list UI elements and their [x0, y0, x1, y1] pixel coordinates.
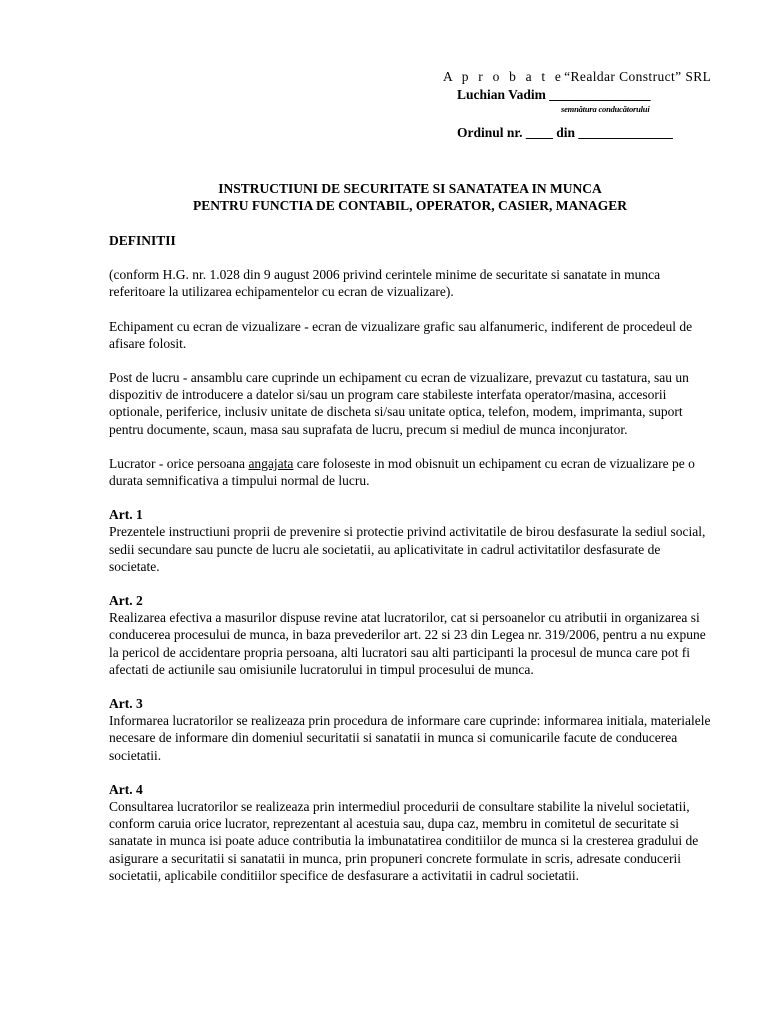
definitions-intro: (conform H.G. nr. 1.028 din 9 august 2006 privind cerintele minime de securitate si sanatate in munca referitoare la utilizarea echipamentelor cu ecran de vizualizare).	[109, 267, 661, 300]
worker-text-end: care foloseste in mod obisnuit un echipament cu ecran de vizualizare pe o durata semnificativa a timpului normal de lucru.	[109, 455, 695, 489]
document-title	[100, 180, 720, 214]
article-text: Prezentele instructiuni proprii de prevenire si protectie privind activitatile de birou desfasurate la sediul social, sedii secundare sau puncte de lucru ale societatii, au aplicativitate in cadrul activitatilor desfasurate de societate.	[109, 524, 706, 574]
article-text: Informarea lucratorilor se realizeaza prin procedura de informare care cuprinde: informarea initiala, materialele necesare de informare din domeniul securitatii si sanatatii in munca si comunicarile facute de conducerea societatii.	[109, 713, 711, 763]
document-body	[109, 232, 714, 901]
signature-caption: semnătura conducătorului	[561, 104, 650, 114]
title-line-1: INSTRUCTIUNI DE SECURITATE SI SANATATEA IN MUNCA	[218, 181, 602, 196]
approval-company-line	[443, 68, 743, 86]
definition-equipment: Echipament cu ecran de vizualizare - ecran de vizualizare grafic sau alfanumeric, indiferent de procedeul de afisare folosit.	[109, 318, 693, 351]
article-text: Consultarea lucratorilor se realizeaza prin intermediul procedurii de consultare stabilite la nivelul societatii, conform caruia orice lucrator, reprezentant al acestuia sau, dupa caz, membru in comitetul de securitate si sanatate in munca isi poate aduce contributia la imbunatatirea conditiilor de munca si la cresterea gradului de asigurare a securitatii si sanatatii in munca, prin propuneri concrete formulate in scris, adresate conducerii societatii, aplicabile conditiilor specifice de desfasurare a activitatii in cadrul societatii.	[109, 799, 699, 883]
approver-line: Luchian Vadim _______________	[457, 87, 651, 102]
article-title: Art. 1	[109, 507, 143, 523]
definitions-heading: DEFINITII	[109, 233, 176, 248]
definition-worker	[109, 455, 714, 489]
article-3	[109, 695, 714, 764]
definition-workstation: Post de lucru - ansamblu care cuprinde un echipament cu ecran de vizualizare, prevazut cu tastatura, sau un dispozitiv de introducere a datelor si/sau un program care stabileste interfata operator/masina, accesorii optionale, periferice, inclusiv unitate de discheta si/sau unitate optica, telefon, modem, imprimanta, suport pentru documente, scaun, masa sau suprafata de lucru, precum si mediul de munca inconjurator.	[109, 370, 689, 437]
order-line: Ordinul nr. ____ din ______________	[457, 125, 673, 140]
approval-block	[443, 68, 743, 142]
aprobate-label: A p r o b a t e	[443, 69, 565, 84]
article-2	[109, 592, 714, 678]
article-title: Art. 2	[109, 593, 143, 609]
worker-underlined-word: angajata	[248, 455, 294, 471]
article-4	[109, 781, 714, 884]
company-name: “Realdar Construct” SRL	[564, 69, 712, 84]
article-1	[109, 506, 714, 575]
article-title: Art. 4	[109, 781, 143, 797]
article-title: Art. 3	[109, 696, 143, 712]
worker-text-start: Lucrator - orice persoana	[109, 455, 249, 471]
title-line-2: PENTRU FUNCTIA DE CONTABIL, OPERATOR, CASIER, MANAGER	[193, 198, 627, 213]
article-text: Realizarea efectiva a masurilor dispuse revine atat lucratorilor, cat si persoanelor cu atributii in organizarea si conducerea procesului de munca, in baza prevederilor art. 22 si 23 din Legea nr. 319/2006, pentru a nu expune la pericol de accidentare propria persoana, alti lucratori sau alti participanti la procesul de munca care pot fi afectati de actiunile sau omisiunile lucratorului in timpul procesului de munca.	[109, 610, 706, 677]
